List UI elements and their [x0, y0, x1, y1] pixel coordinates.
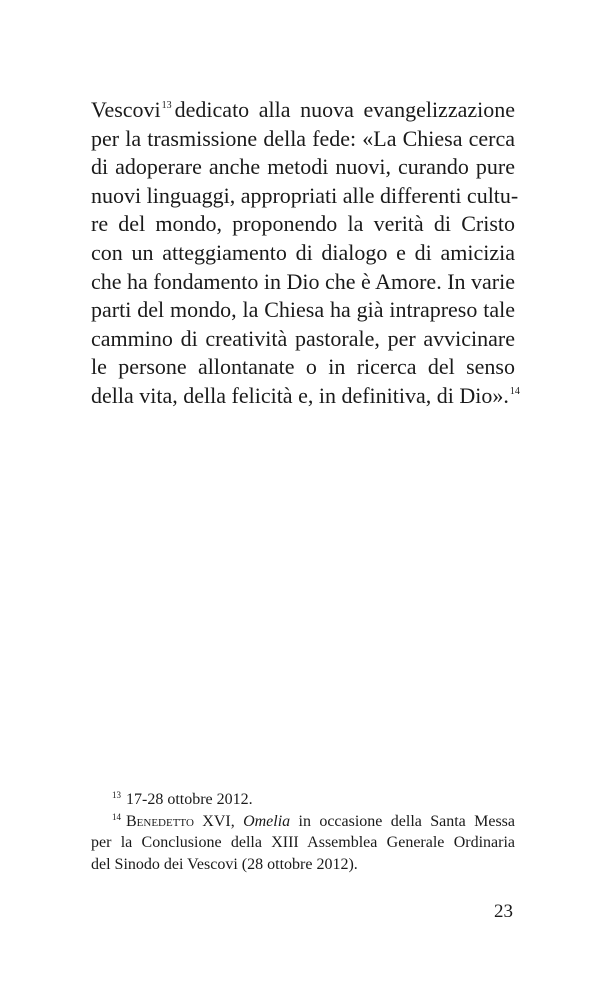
text-line: per la trasmissione della fede: «La Chiesa cerca	[91, 125, 515, 151]
footnote-mark: 13	[112, 790, 121, 800]
text-line: re del mondo, proponendo la verità di Cristo	[91, 211, 515, 237]
text-line: di adoperare anche metodi nuovi, curando pure	[91, 154, 515, 180]
text-line: che ha fondamento in Dio che è Amore. In varie	[91, 268, 515, 294]
text-line: parti del mondo, la Chiesa ha già intrapreso tale	[91, 297, 515, 323]
body-paragraph	[91, 96, 520, 411]
text-line	[91, 96, 515, 125]
text-line: le persone allontanate o in ricerca del senso	[91, 354, 515, 380]
text-segment: dedicato alla nuova evangelizzazione	[174, 97, 515, 122]
footnote-14-line: del Sinodo dei Vescovi (28 ottobre 2012).	[91, 855, 358, 873]
footnote-14-line: per la Conclusione della XIII Assemblea Generale Ordinaria	[91, 834, 515, 851]
text-line: nuovi linguaggi, appropriati alle differenti cultu-	[91, 182, 519, 208]
footnotes	[91, 789, 515, 875]
text-line: con un atteggiamento di dialogo e di amicizia	[91, 239, 515, 265]
page-number: 23	[494, 901, 513, 922]
footnote-text: 17-28 ottobre 2012.	[126, 791, 253, 808]
text-line: cammino di creatività pastorale, per avvicinare	[91, 325, 515, 351]
text-line	[91, 382, 520, 411]
footnote-author: Benedetto	[126, 812, 194, 830]
footnote-text: XVI,	[193, 812, 244, 830]
text-segment: della vita, della felicità e, in definitiva, di Dio».	[91, 382, 509, 408]
footnote-work-title: Omelia	[243, 812, 291, 830]
footnote-14	[91, 811, 515, 833]
footnote-text: in occasione della Santa Messa	[290, 812, 516, 830]
text-segment: Vescovi	[91, 97, 161, 122]
footnote-reference-13: 13	[161, 100, 172, 111]
footnote-13	[91, 789, 515, 811]
footnote-mark: 14	[112, 811, 121, 822]
footnote-reference-14: 14	[509, 385, 520, 397]
